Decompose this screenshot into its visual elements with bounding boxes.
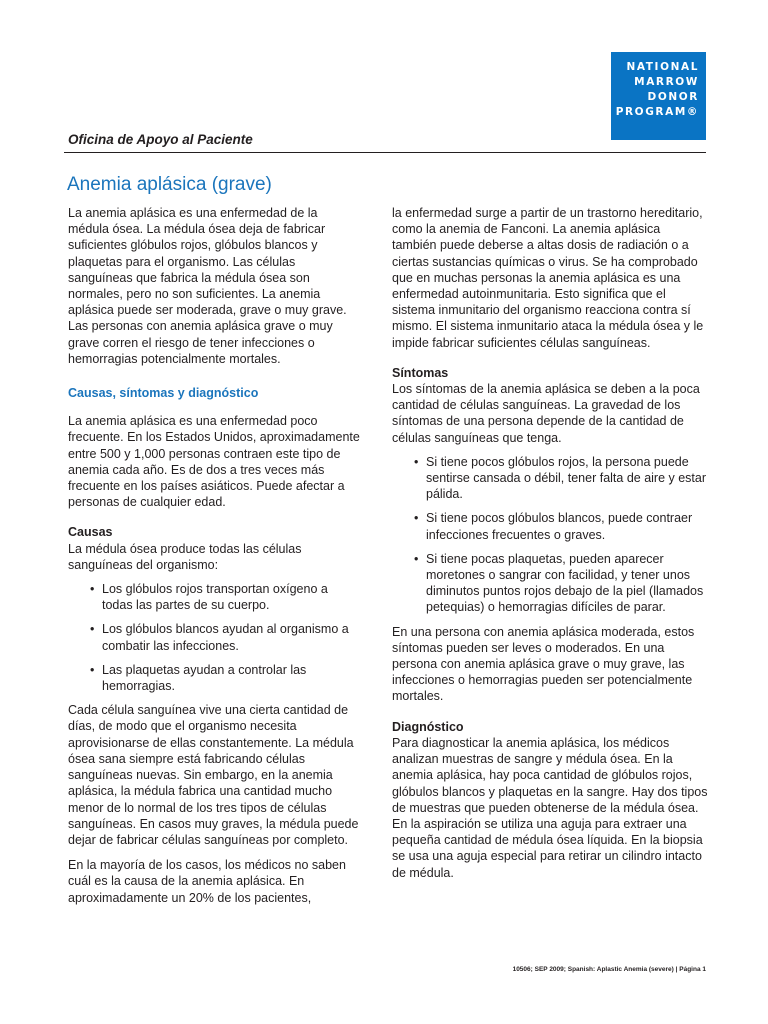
page-footer: 10506; SEP 2009; Spanish: Aplastic Anemia (severe) | Página 1 <box>512 966 706 973</box>
page-title: Anemia aplásica (grave) <box>67 174 272 195</box>
cells-paragraph: Cada célula sanguínea vive una cierta cantidad de días, de modo que el organismo necesita aprovisionarse de ellas constantemente. La médula ósea sana siempre está fabricando células sanguíneas nuevas. Sin embargo, en la anemia aplásica, la médula fabrica una cantidad mucho menor de lo normal de los tres tipos de células sanguíneas. En casos muy graves, la médula puede dejar de fabricar células sanguíneas por completo. <box>68 703 359 847</box>
section-heading: Causas, síntomas y diagnóstico <box>68 386 259 401</box>
list-item: • Si tiene pocas plaquetas, pueden aparecer moretones o sangrar con facilidad, y tener unos diminutos puntos rojos debajo de la piel (llamados petequias) o hemorragias difíciles de parar. <box>414 551 708 616</box>
symptoms-outro: En una persona con anemia aplásica moderada, estos síntomas pueden ser leves o moderados. En una persona con anemia aplásica grave o muy grave, las infecciones o hemorragias pueden ser potencialmente mortales. <box>392 624 695 704</box>
section-intro-paragraph: La anemia aplásica es una enfermedad poco frecuente. En los Estados Unidos, aproximadamente entre 500 y 1,000 personas contraen este tipo de anemia cada año. Es de dos a tres veces más frecuente en los países asiáticos. Puede afectar a personas de cualquier edad. <box>68 414 360 510</box>
symptoms-heading: Síntomas <box>392 365 449 380</box>
list-item: • Los glóbulos blancos ayudan al organismo a combatir las infecciones. <box>90 621 360 653</box>
office-name: Oficina de Apoyo al Paciente <box>68 132 253 147</box>
logo-line: NATIONAL <box>626 61 699 73</box>
symptoms-list <box>392 454 708 616</box>
left-column <box>68 205 360 915</box>
causes-list <box>68 581 360 694</box>
nmdp-logo <box>611 52 706 140</box>
logo-line: DONOR <box>647 91 699 103</box>
right-column <box>392 205 708 890</box>
logo-line: MARROW <box>634 76 699 88</box>
list-item: • Las plaquetas ayudan a controlar las hemorragias. <box>90 662 360 694</box>
list-item: • Si tiene pocos glóbulos blancos, puede contraer infecciones frecuentes o graves. <box>414 510 708 542</box>
symptoms-intro: Los síntomas de la anemia aplásica se deben a la poca cantidad de células sanguíneas. La gravedad de los síntomas de una persona depende de la cantidad de células sanguíneas que tenga. <box>392 382 700 445</box>
causes-heading: Causas <box>68 525 113 540</box>
list-item: • Si tiene pocos glóbulos rojos, la persona puede sentirse cansada o débil, tener falta de aire y estar pálida. <box>414 454 708 503</box>
diagnosis-paragraph: Para diagnosticar la anemia aplásica, los médicos analizan muestras de sangre y médula ósea. En la anemia aplásica, hay poca cantidad de glóbulos rojos, glóbulos blancos y plaquetas en la sangre. Hay dos tipos de muestras que pueden obtenerse de la médula ósea. En la aspiración se utiliza una aguja para extraer una pequeña cantidad de médula ósea líquida. En la biopsia se usa una aguja especial para retirar un cilindro intacto de médula. <box>392 735 708 880</box>
unknown-cause-paragraph: En la mayoría de los casos, los médicos no saben cuál es la causa de la anemia aplásica. En aproximadamente un 20% de los pacientes, <box>68 858 346 905</box>
diagnosis-heading: Diagnóstico <box>392 719 464 734</box>
causes-intro: La médula ósea produce todas las células sanguíneas del organismo: <box>68 541 302 572</box>
list-item: • Los glóbulos rojos transportan oxígeno a todas las partes de su cuerpo. <box>90 581 360 613</box>
logo-line: PROGRAM® <box>615 106 699 118</box>
header-divider <box>64 152 706 153</box>
intro-paragraph: La anemia aplásica es una enfermedad de la médula ósea. La médula ósea deja de fabricar suficientes glóbulos rojos, glóbulos blancos y plaquetas para el organismo. Las células sanguíneas que fabrica la médula ósea son normales, pero no son suficientes. La anemia aplásica puede ser moderada, grave o muy grave. Las personas con anemia aplásica grave o muy grave corren el riesgo de tener infecciones o hemorragias potencialmente mortales. <box>68 206 347 366</box>
continued-paragraph: la enfermedad surge a partir de un trastorno hereditario, como la anemia de Fanconi. La anemia aplásica también puede deberse a altas dosis de radiación o a ciertas sustancias químicas o virus. Se ha comprobado que en muchas personas la anemia aplásica es una enfermedad autoinmunitaria. Esto significa que el sistema inmunitario del organismo reacciona contra sí mismo. El sistema inmunitario ataca la médula ósea y le impide fabricar suficientes células sanguíneas. <box>392 206 704 350</box>
